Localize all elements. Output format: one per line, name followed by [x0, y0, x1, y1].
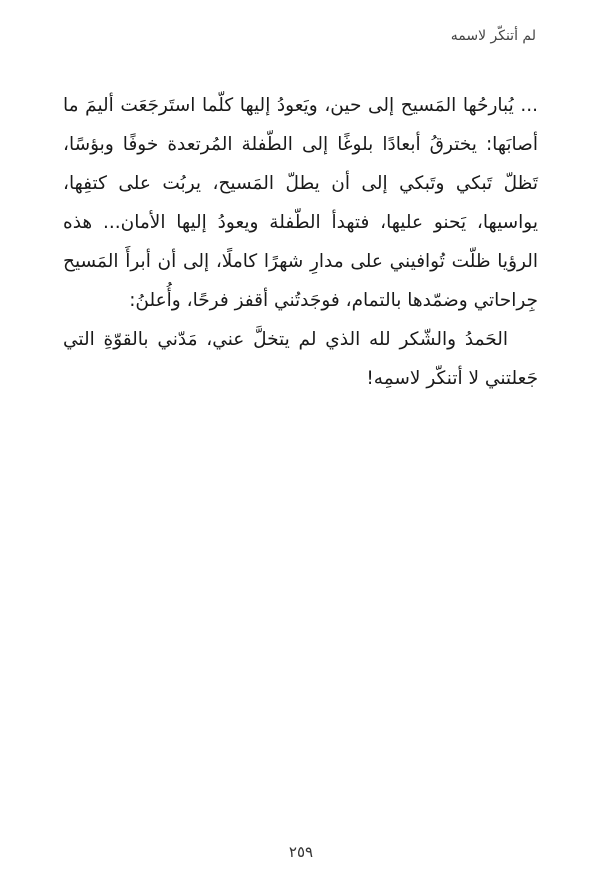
paragraph-2: الحَمدُ والشّكر لله الذي لم يتخلَّ عني، مَدّني بالقوّةِ التي جَعلتني لا أتنكّر لاسمِه!: [63, 329, 538, 389]
paragraph-1: ... يُبارحُها المَسيح إلى حين، ويَعودُ إليها كلّما استَرجَعَت أليمَ ما أصابَها: يخترقُ أبعادًا بلوغًا إلى الطّفلة المُرتعدة خوفًا وبؤسًا، تَظلّ تَبكي وتَبكي إلى أن يطلّ المَسيح، يربُت على كتفِها، يواسيها، يَحنو عليها، فتهدأ الطّفلة ويعودُ إليها الأمان... هذه الرؤيا ظلّت تُوافيني على مدارِ شهرًا كاملًا، إلى أن أبرأَ المَسيح جِراحاتي وضمّدها بالتمام، فوجَدتُني أقفز فرحًا، وأُعلنُ:: [63, 95, 538, 311]
running-header: لم أتنكّر لاسمه: [450, 28, 536, 44]
page-number: ٢٥٩: [288, 843, 314, 861]
page-body: [63, 86, 538, 398]
